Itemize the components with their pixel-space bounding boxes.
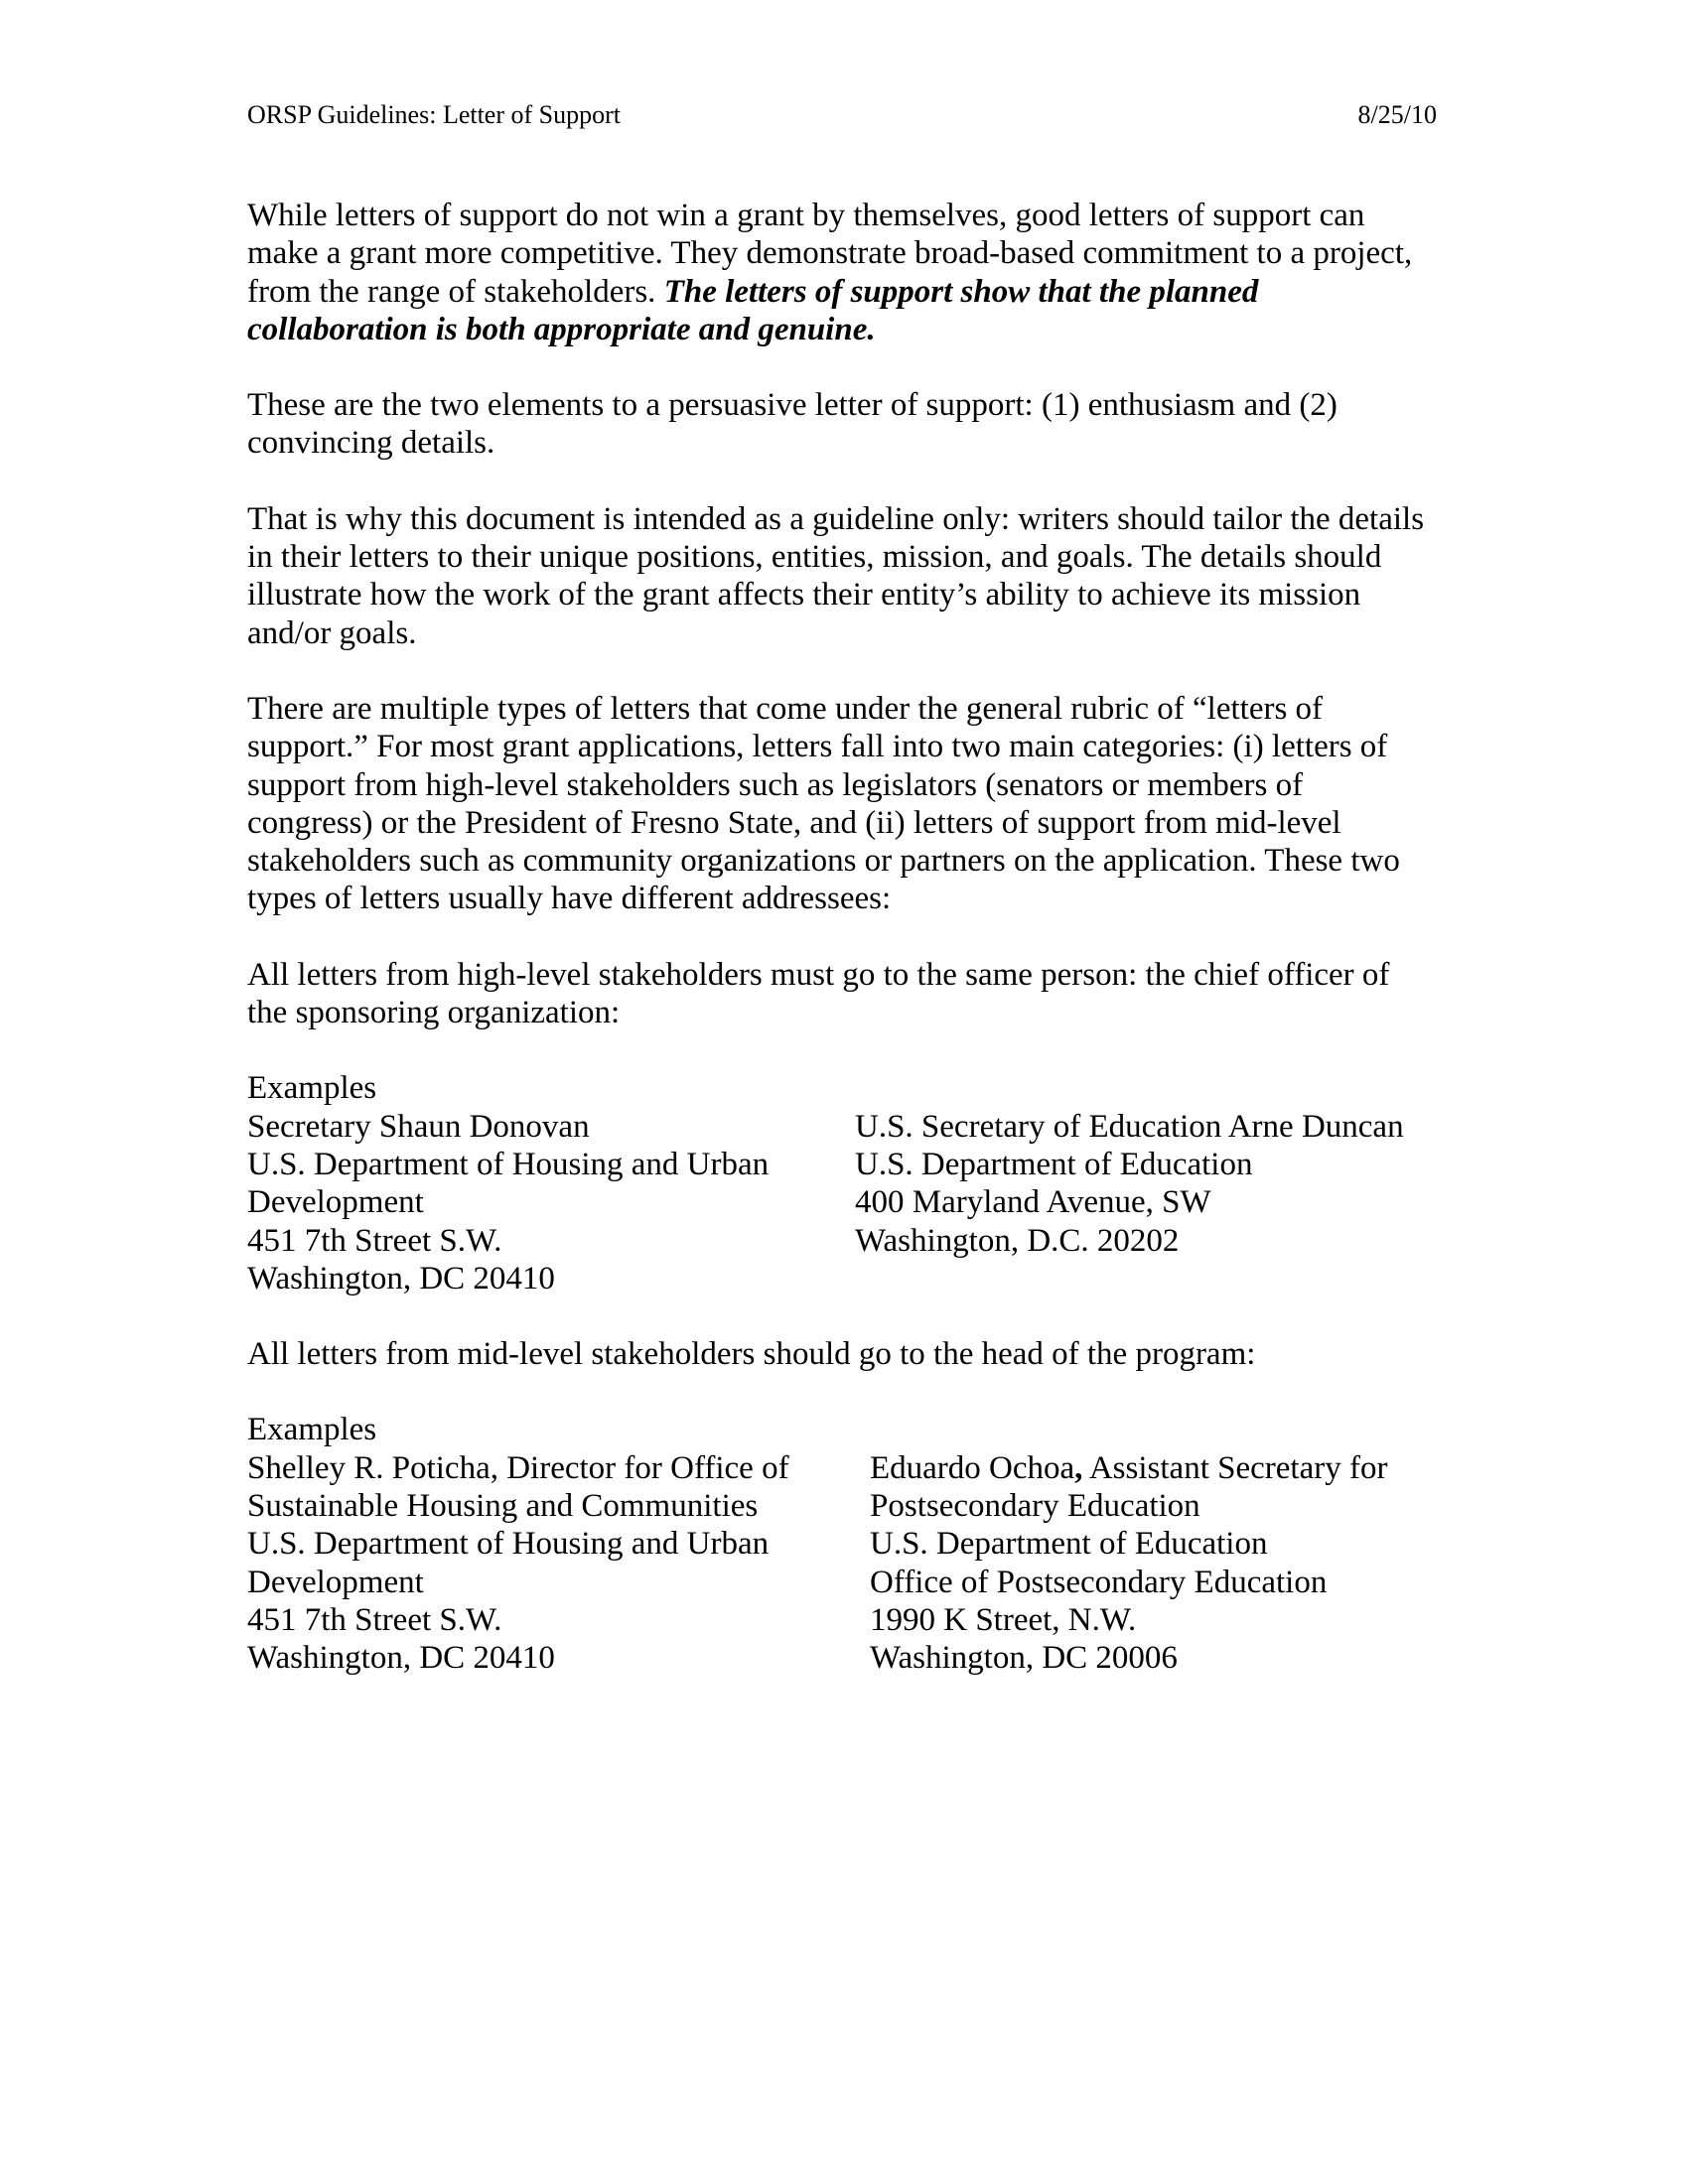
text-line: convincing details. bbox=[247, 425, 495, 462]
address-line: Office of Postsecondary Education bbox=[870, 1564, 1328, 1600]
text-line: All letters from high-level stakeholders must go to the same person: the chief officer of bbox=[247, 956, 1390, 993]
text-line: and/or goals. bbox=[247, 614, 417, 651]
address-line: U.S. Department of Housing and Urban bbox=[247, 1146, 770, 1182]
header-title: ORSP Guidelines: Letter of Support bbox=[247, 100, 622, 129]
name-comma: , bbox=[1074, 1449, 1083, 1486]
paragraph-mid-level bbox=[247, 1335, 1444, 1373]
examples-high-level bbox=[247, 1069, 1444, 1297]
address-line: Washington, D.C. 20202 bbox=[855, 1222, 1180, 1259]
header-date: 8/25/10 bbox=[1357, 100, 1437, 129]
paragraph-guideline bbox=[247, 500, 1444, 652]
text-line: types of letters usually have different addressees: bbox=[247, 881, 892, 917]
text-line: support from high-level stakeholders such as legislators (senators or members of bbox=[247, 766, 1304, 803]
text-line: stakeholders such as community organizations or partners on the application. These two bbox=[247, 843, 1400, 880]
emphasis-text: The letters of support show that the planned bbox=[663, 273, 1259, 310]
text-line: All letters from mid-level stakeholders should go to the head of the program: bbox=[247, 1336, 1256, 1373]
address-line: Postsecondary Education bbox=[870, 1488, 1200, 1525]
text-line: support.” For most grant applications, letters fall into two main categories: (i) letters of bbox=[247, 729, 1388, 765]
paragraph-intro bbox=[247, 197, 1444, 348]
text-line: These are the two elements to a persuasive letter of support: (1) enthusiasm and (2) bbox=[247, 387, 1337, 424]
text-line: make a grant more competitive. They demonstrate broad-based commitment to a project, bbox=[247, 235, 1413, 272]
text-line: in their letters to their unique positions, entities, mission, and goals. The details should bbox=[247, 539, 1382, 576]
address-columns bbox=[247, 1449, 1444, 1678]
address-line: 1990 K Street, N.W. bbox=[870, 1601, 1137, 1638]
text-line: That is why this document is intended as a guideline only: writers should tailor the details bbox=[247, 500, 1425, 537]
text-line: congress) or the President of Fresno State, and (ii) letters of support from mid-level bbox=[247, 804, 1341, 841]
addressee-name: Eduardo Ochoa bbox=[870, 1449, 1075, 1486]
address-line: Sustainable Housing and Communities bbox=[247, 1488, 759, 1525]
text-line: There are multiple types of letters that come under the general rubric of “letters of bbox=[247, 690, 1324, 727]
text-line: the sponsoring organization: bbox=[247, 995, 621, 1031]
address-block-hud bbox=[247, 1108, 853, 1297]
emphasis-text: collaboration is both appropriate and genuine. bbox=[247, 311, 876, 347]
examples-label: Examples bbox=[247, 1070, 377, 1107]
address-line: 451 7th Street S.W. bbox=[247, 1601, 502, 1638]
text-run: from the range of stakeholders. bbox=[247, 273, 664, 310]
paragraph-elements bbox=[247, 386, 1444, 463]
address-line: Washington, DC 20006 bbox=[870, 1640, 1178, 1677]
text-line: While letters of support do not win a grant by themselves, good letters of support can bbox=[247, 198, 1365, 233]
address-line: Development bbox=[247, 1184, 424, 1221]
address-block-education bbox=[855, 1108, 1404, 1260]
address-block-hud-program bbox=[247, 1449, 868, 1678]
address-line: Shelley R. Poticha, Director for Office of bbox=[247, 1449, 789, 1486]
running-header bbox=[247, 95, 1437, 135]
address-line: U.S. Secretary of Education Arne Duncan bbox=[855, 1108, 1404, 1145]
addressee-title: Assistant Secretary for bbox=[1082, 1449, 1388, 1486]
paragraph-high-level bbox=[247, 956, 1444, 1032]
address-line: Secretary Shaun Donovan bbox=[247, 1108, 590, 1145]
address-line: U.S. Department of Education bbox=[870, 1526, 1268, 1563]
address-columns bbox=[247, 1108, 1444, 1297]
address-line: Washington, DC 20410 bbox=[247, 1640, 555, 1677]
address-line: 400 Maryland Avenue, SW bbox=[855, 1184, 1211, 1221]
address-line: 451 7th Street S.W. bbox=[247, 1222, 502, 1259]
text-line: illustrate how the work of the grant affects their entity’s ability to achieve its mission bbox=[247, 577, 1361, 614]
address-line bbox=[870, 1449, 1387, 1487]
text-line bbox=[247, 273, 1444, 311]
examples-mid-level bbox=[247, 1411, 1444, 1677]
address-line: Washington, DC 20410 bbox=[247, 1260, 555, 1297]
examples-label: Examples bbox=[247, 1412, 377, 1448]
address-block-education-program bbox=[870, 1449, 1387, 1678]
address-line: Development bbox=[247, 1564, 424, 1600]
address-line: U.S. Department of Housing and Urban bbox=[247, 1526, 770, 1563]
document-body bbox=[247, 197, 1444, 1715]
paragraph-letter-types bbox=[247, 690, 1444, 918]
address-line: U.S. Department of Education bbox=[855, 1146, 1253, 1182]
